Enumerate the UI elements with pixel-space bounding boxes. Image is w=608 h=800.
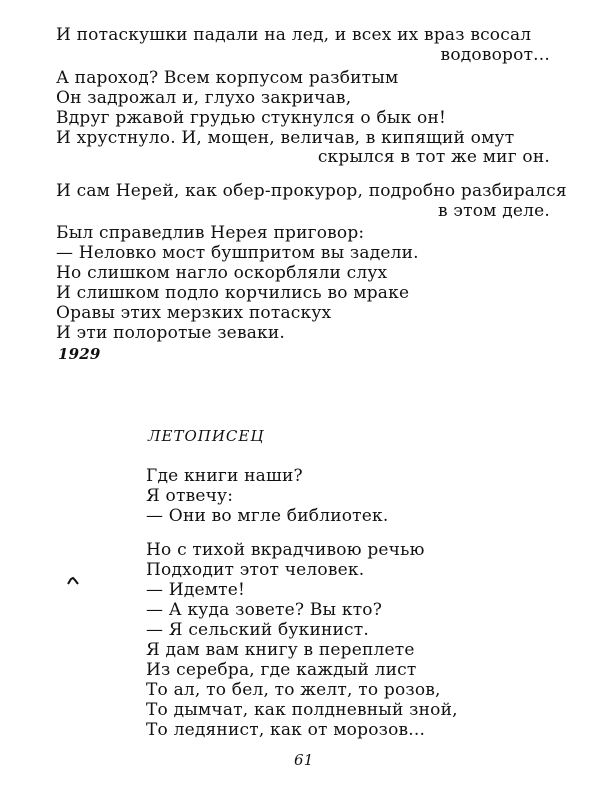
poem1-line-9: Но слишком нагло оскорбляли слух — [56, 263, 388, 283]
poem2-line-8: — Я сельский букинист. — [146, 620, 369, 640]
poem2-line-3: — Они во мгле библиотек. — [146, 506, 389, 526]
poem1-line-6: И сам Нерей, как обер-прокурор, подробно разбирался — [56, 181, 567, 201]
poem1-line-1-continuation: водоворот... — [440, 45, 550, 65]
poem1-line-7: Был справедлив Нерея приговор: — [56, 223, 365, 243]
poem1-line-2: А пароход? Всем корпусом разбитым — [56, 68, 399, 88]
poem1-line-5-continuation: скрылся в тот же миг он. — [317, 147, 550, 167]
poem1-line-12: И эти полоротые зеваки. — [56, 323, 286, 343]
poem2-line-6: — Идемте! — [146, 580, 246, 600]
poem1-line-1: И потаскушки падали на лед, и всех их враз всосал — [56, 25, 532, 45]
poem2-line-7: — А куда зовете? Вы кто? — [146, 600, 383, 620]
poem2-line-12: То дымчат, как полдневный зной, — [146, 700, 458, 720]
poem2-line-5: Подходит этот человек. — [146, 560, 365, 580]
page-number: 61 — [294, 751, 314, 769]
poem1-line-6-continuation: в этом деле. — [438, 201, 550, 221]
poem1-line-8: — Неловко мост бушпритом вы задели. — [56, 243, 419, 263]
poem2-line-2: Я отвечу: — [146, 486, 234, 506]
poem2-line-13: То ледянист, как от морозов... — [146, 720, 426, 740]
poem2-line-9: Я дам вам книгу в переплете — [146, 640, 415, 660]
poem1-line-3: Он задрожал и, глухо закричав, — [56, 88, 352, 108]
poem1-year: 1929 — [58, 345, 101, 363]
poem1-line-4: Вдруг ржавой грудью стукнулся о бык он! — [56, 108, 447, 128]
poem2-line-4: Но с тихой вкрадчивою речью — [146, 540, 425, 560]
poem2-line-11: То ал, то бел, то желт, то розов, — [146, 680, 441, 700]
poem1-line-5: И хрустнуло. И, мощен, величав, в кипящий омут — [56, 128, 515, 148]
ink-blot-mark — [67, 576, 79, 586]
poem2-title: ЛЕТОПИСЕЦ — [148, 427, 265, 445]
poem1-line-10: И слишком подло корчились во мраке — [56, 283, 410, 303]
poem2-line-1: Где книги наши? — [146, 466, 303, 486]
poem1-line-11: Оравы этих мерзких потаскух — [56, 303, 332, 323]
poem2-line-10: Из серебра, где каждый лист — [146, 660, 417, 680]
